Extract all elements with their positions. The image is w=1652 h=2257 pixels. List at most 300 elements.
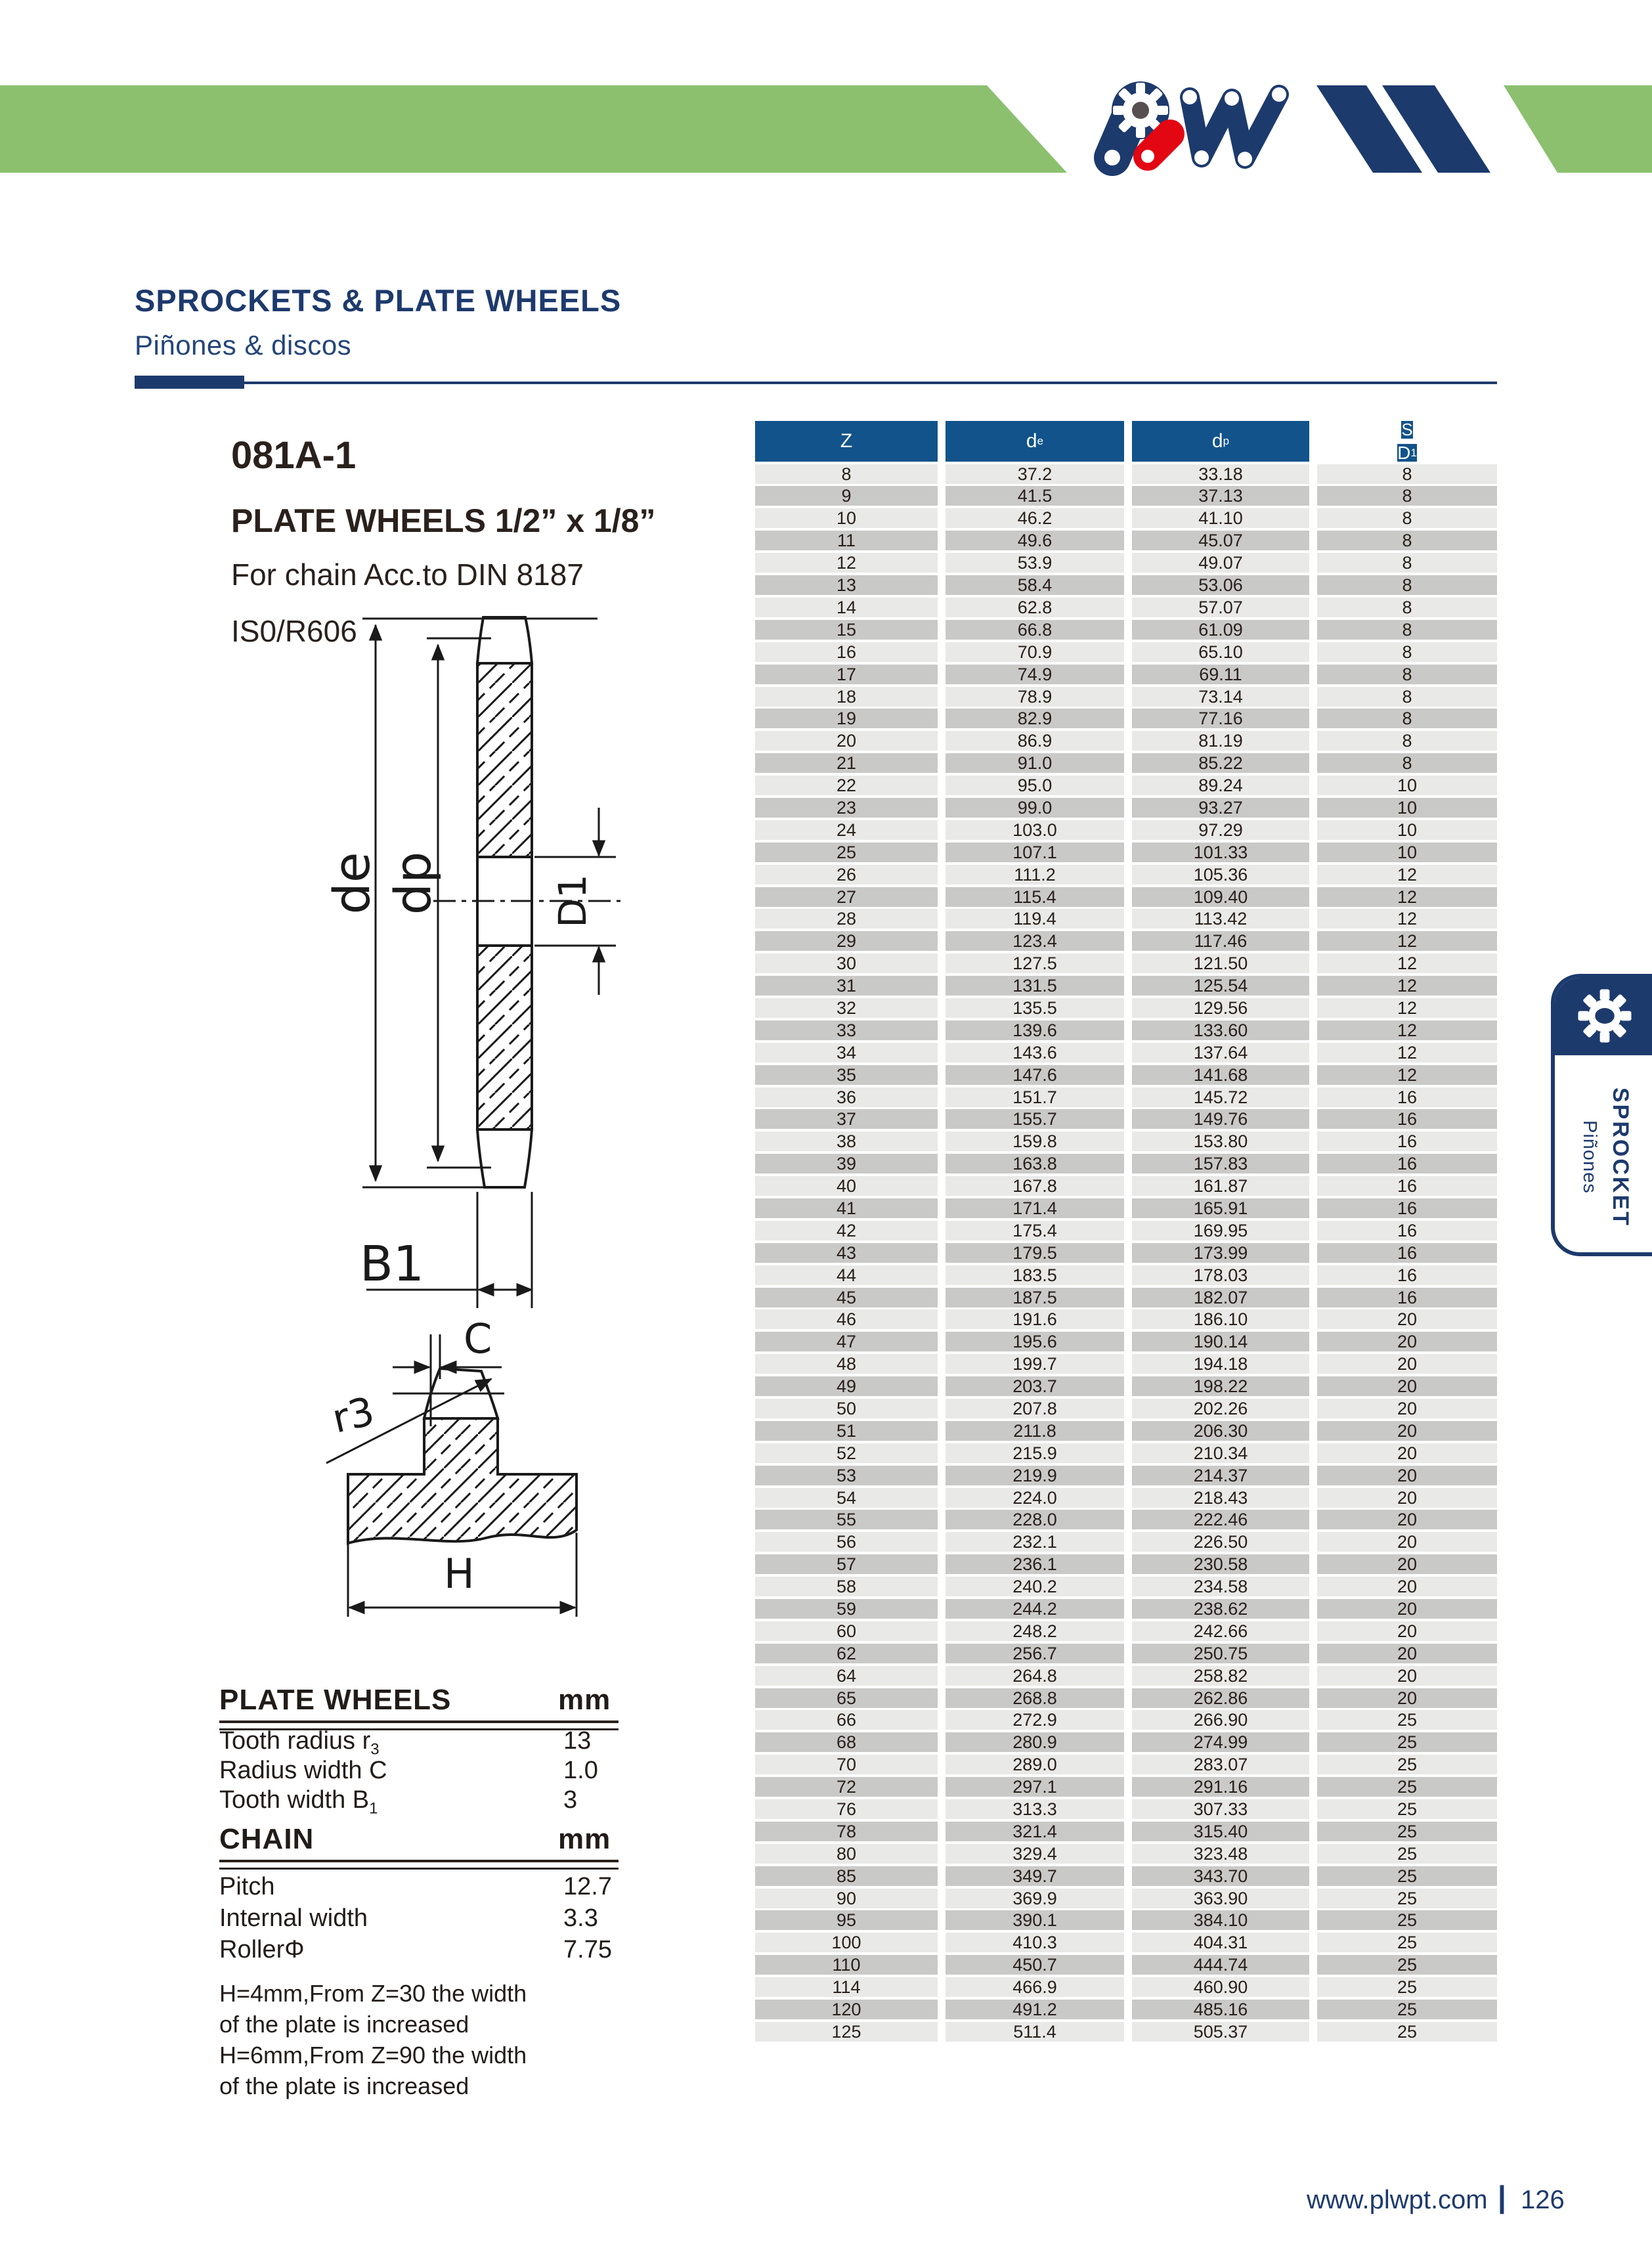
cell-z: 12 <box>755 553 938 573</box>
plate-wheels-spec-title: PLATE WHEELS mm <box>219 1684 611 1716</box>
cell-d1: 25 <box>1317 1755 1497 1774</box>
cell-de: 264.8 <box>946 1666 1124 1686</box>
spec-label: Tooth radius r <box>219 1727 371 1755</box>
cell-dp: 73.14 <box>1132 687 1309 707</box>
cell-d1: 16 <box>1317 1288 1497 1307</box>
cell-de: 66.8 <box>946 620 1124 640</box>
cell-dp: 137.64 <box>1132 1043 1309 1063</box>
table-row <box>755 553 1497 573</box>
cell-dp: 53.06 <box>1132 575 1309 595</box>
table-row <box>755 865 1497 885</box>
cell-z: 35 <box>755 1065 938 1085</box>
cell-de: 175.4 <box>946 1221 1124 1240</box>
table-row <box>755 1309 1497 1329</box>
table-row <box>755 1732 1497 1752</box>
col-header-de: d e <box>946 421 1124 462</box>
cell-de: 280.9 <box>946 1732 1124 1752</box>
cell-d1: 16 <box>1317 1087 1497 1107</box>
cell-d1: 8 <box>1317 665 1497 684</box>
cell-dp: 198.22 <box>1132 1376 1309 1396</box>
tooth-profile-diagram <box>289 1320 604 1629</box>
cell-de: 37.2 <box>946 464 1124 484</box>
footer-page-number: 126 <box>1521 2185 1565 2214</box>
cell-de: 491.2 <box>946 2000 1124 2019</box>
cell-z: 100 <box>755 1933 938 1952</box>
cell-d1: 8 <box>1317 598 1497 617</box>
cell-d1: 25 <box>1317 1844 1497 1864</box>
cell-de: 199.7 <box>946 1354 1124 1374</box>
cell-dp: 173.99 <box>1132 1243 1309 1263</box>
cell-de: 139.6 <box>946 1020 1124 1040</box>
cell-dp: 129.56 <box>1132 998 1309 1018</box>
cell-z: 45 <box>755 1288 938 1307</box>
sprocket-section-tab[interactable] <box>1551 974 1652 1256</box>
cell-de: 228.0 <box>946 1510 1124 1529</box>
cell-dp: 186.10 <box>1132 1309 1309 1329</box>
dimension-table <box>755 421 1497 2044</box>
cell-dp: 234.58 <box>1132 1577 1309 1596</box>
cell-d1: 12 <box>1317 998 1497 1018</box>
cell-z: 38 <box>755 1131 938 1151</box>
table-row <box>755 1087 1497 1107</box>
cell-de: 183.5 <box>946 1265 1124 1285</box>
cell-de: 82.9 <box>946 709 1124 728</box>
page-title: SPROCKETS & PLATE WHEELS <box>135 283 622 318</box>
cell-d1: 10 <box>1317 798 1497 818</box>
col-header-d1: D 1 <box>1397 442 1417 463</box>
cell-dp: 169.95 <box>1132 1221 1309 1240</box>
cell-z: 60 <box>755 1621 938 1641</box>
spec-notes <box>219 1978 640 2101</box>
cell-dp: 85.22 <box>1132 753 1309 773</box>
cell-z: 44 <box>755 1265 938 1285</box>
table-row <box>755 776 1497 795</box>
cell-d1: 20 <box>1317 1599 1497 1619</box>
table-row <box>755 620 1497 640</box>
cell-z: 9 <box>755 486 938 506</box>
cell-dp: 141.68 <box>1132 1065 1309 1085</box>
cell-de: 70.9 <box>946 642 1124 662</box>
cell-z: 39 <box>755 1154 938 1173</box>
cell-z: 29 <box>755 931 938 951</box>
cell-z: 10 <box>755 508 938 528</box>
cell-dp: 307.33 <box>1132 1799 1309 1819</box>
cell-dp: 242.66 <box>1132 1621 1309 1641</box>
table-row <box>755 1488 1497 1508</box>
spec-label: Internal width <box>219 1904 368 1932</box>
cell-d1: 20 <box>1317 1466 1497 1485</box>
table-row <box>755 976 1497 996</box>
cell-d1: 25 <box>1317 1910 1497 1930</box>
cell-z: 32 <box>755 998 938 1018</box>
cell-d1: 16 <box>1317 1131 1497 1151</box>
cell-d1: 16 <box>1317 1265 1497 1285</box>
dimension-table-header <box>755 421 1497 462</box>
table-row <box>755 1799 1497 1819</box>
cell-d1: 20 <box>1317 1510 1497 1529</box>
cell-dp: 238.62 <box>1132 1599 1309 1619</box>
table-row <box>755 1198 1497 1218</box>
table-row <box>755 1532 1497 1552</box>
cell-d1: 16 <box>1317 1154 1497 1173</box>
cell-de: 86.9 <box>946 731 1124 751</box>
chain-spec-unit: mm <box>558 1823 611 1855</box>
chain-spec-title: CHAIN mm <box>219 1823 611 1855</box>
cell-z: 21 <box>755 753 938 773</box>
table-row <box>755 486 1497 506</box>
cell-z: 52 <box>755 1443 938 1463</box>
cell-d1: 8 <box>1317 620 1497 640</box>
cell-de: 115.4 <box>946 887 1124 907</box>
cell-de: 46.2 <box>946 508 1124 528</box>
table-row <box>755 598 1497 617</box>
cell-dp: 133.60 <box>1132 1020 1309 1040</box>
cell-z: 47 <box>755 1332 938 1351</box>
product-name: PLATE WHEELS 1/2” x 1/8” <box>231 502 656 539</box>
table-row <box>755 2000 1497 2019</box>
cell-d1: 12 <box>1317 931 1497 951</box>
cell-z: 58 <box>755 1577 938 1596</box>
label-d1: D1 <box>550 874 595 928</box>
cell-dp: 69.11 <box>1132 665 1309 684</box>
cell-d1: 12 <box>1317 865 1497 885</box>
table-row <box>755 1376 1497 1396</box>
cell-de: 119.4 <box>946 909 1124 929</box>
table-row <box>755 2022 1497 2042</box>
cell-de: 329.4 <box>946 1844 1124 1864</box>
cell-de: 232.1 <box>946 1532 1124 1552</box>
cell-d1: 20 <box>1317 1644 1497 1663</box>
cell-de: 163.8 <box>946 1154 1124 1173</box>
cell-de: 349.7 <box>946 1866 1124 1886</box>
spec-label: RollerΦ <box>219 1936 305 1963</box>
table-row <box>755 464 1497 484</box>
cell-de: 248.2 <box>946 1621 1124 1641</box>
cell-dp: 230.58 <box>1132 1554 1309 1574</box>
cell-de: 159.8 <box>946 1131 1124 1151</box>
cell-z: 53 <box>755 1466 938 1485</box>
cell-de: 167.8 <box>946 1176 1124 1196</box>
table-row <box>755 1288 1497 1307</box>
tab-header <box>1555 978 1652 1055</box>
table-row <box>755 1688 1497 1708</box>
spec-label: Pitch <box>219 1873 275 1900</box>
cell-z: 20 <box>755 731 938 751</box>
cell-z: 76 <box>755 1799 938 1819</box>
cell-dp: 444.74 <box>1132 1955 1309 1975</box>
cell-d1: 20 <box>1317 1554 1497 1574</box>
cell-dp: 226.50 <box>1132 1532 1309 1552</box>
cell-dp: 101.33 <box>1132 843 1309 862</box>
cell-dp: 202.26 <box>1132 1399 1309 1418</box>
label-h: H <box>444 1550 475 1598</box>
cell-d1: 20 <box>1317 1532 1497 1552</box>
cell-z: 51 <box>755 1421 938 1441</box>
cell-d1: 10 <box>1317 843 1497 862</box>
col-header-dp: d p <box>1132 421 1309 462</box>
cell-de: 195.6 <box>946 1332 1124 1351</box>
table-row <box>755 1154 1497 1173</box>
cell-de: 215.9 <box>946 1443 1124 1463</box>
cell-d1: 12 <box>1317 1065 1497 1085</box>
table-row <box>755 931 1497 951</box>
cell-dp: 153.80 <box>1132 1131 1309 1151</box>
cell-d1: 25 <box>1317 1977 1497 1997</box>
cell-z: 114 <box>755 1977 938 1997</box>
cell-de: 236.1 <box>946 1554 1124 1574</box>
cell-d1: 20 <box>1317 1376 1497 1396</box>
cell-dp: 262.86 <box>1132 1688 1309 1708</box>
cell-dp: 41.10 <box>1132 508 1309 528</box>
cell-z: 16 <box>755 642 938 662</box>
cell-d1: 16 <box>1317 1221 1497 1240</box>
spec-value: 3.3 <box>563 1904 598 1932</box>
spec-value: 7.75 <box>563 1936 612 1963</box>
plw-logo <box>1104 81 1286 166</box>
cell-dp: 190.14 <box>1132 1332 1309 1351</box>
cell-de: 321.4 <box>946 1822 1124 1841</box>
table-row <box>755 998 1497 1018</box>
cell-z: 54 <box>755 1488 938 1508</box>
cell-dp: 125.54 <box>1132 976 1309 996</box>
cell-z: 24 <box>755 820 938 840</box>
cell-dp: 113.42 <box>1132 909 1309 929</box>
cell-z: 78 <box>755 1822 938 1841</box>
product-description-line1: For chain Acc.to DIN 8187 <box>231 558 584 592</box>
spec-value: 13 <box>563 1727 592 1755</box>
table-row <box>755 1443 1497 1463</box>
table-row <box>755 1822 1497 1841</box>
cell-z: 72 <box>755 1777 938 1797</box>
cell-dp: 315.40 <box>1132 1822 1309 1841</box>
cell-z: 125 <box>755 2022 938 2042</box>
table-row <box>755 1577 1497 1596</box>
cell-de: 207.8 <box>946 1399 1124 1418</box>
cell-d1: 12 <box>1317 887 1497 907</box>
cell-z: 56 <box>755 1532 938 1552</box>
cell-d1: 20 <box>1317 1666 1497 1686</box>
brand-band <box>0 0 1652 184</box>
footer-separator: | <box>1498 2180 1506 2214</box>
cell-dp: 206.30 <box>1132 1421 1309 1441</box>
cell-dp: 109.40 <box>1132 887 1309 907</box>
spec-row <box>219 1904 619 1936</box>
main-table-body <box>755 464 1497 2042</box>
cell-z: 14 <box>755 598 938 617</box>
cell-dp: 149.76 <box>1132 1109 1309 1129</box>
cell-dp: 61.09 <box>1132 620 1309 640</box>
cell-de: 297.1 <box>946 1777 1124 1797</box>
cell-d1: 8 <box>1317 731 1497 751</box>
table-row <box>755 1510 1497 1529</box>
cell-dp: 258.82 <box>1132 1666 1309 1686</box>
cell-de: 147.6 <box>946 1065 1124 1085</box>
table-row <box>755 709 1497 728</box>
table-row <box>755 1020 1497 1040</box>
cell-de: 369.9 <box>946 1889 1124 1908</box>
cell-dp: 460.90 <box>1132 1977 1309 1997</box>
cell-dp: 404.31 <box>1132 1933 1309 1952</box>
cell-de: 272.9 <box>946 1710 1124 1730</box>
cell-d1: 8 <box>1317 753 1497 773</box>
cell-de: 53.9 <box>946 553 1124 573</box>
cell-de: 107.1 <box>946 843 1124 862</box>
cell-de: 127.5 <box>946 953 1124 973</box>
cell-d1: 25 <box>1317 1933 1497 1952</box>
cell-z: 62 <box>755 1644 938 1663</box>
section-rule <box>135 382 1497 384</box>
table-row <box>755 1621 1497 1641</box>
table-row <box>755 687 1497 707</box>
cell-d1: 8 <box>1317 687 1497 707</box>
table-row <box>755 1176 1497 1196</box>
cell-d1: 8 <box>1317 464 1497 484</box>
cell-dp: 161.87 <box>1132 1176 1309 1196</box>
cell-d1: 8 <box>1317 709 1497 728</box>
cell-dp: 65.10 <box>1132 642 1309 662</box>
spec-row: Tooth width $B_1$ 3 <box>219 1786 578 1818</box>
cell-dp: 210.34 <box>1132 1443 1309 1463</box>
cell-z: 18 <box>755 687 938 707</box>
cell-de: 240.2 <box>946 1577 1124 1596</box>
table-row <box>755 1243 1497 1263</box>
cell-dp: 218.43 <box>1132 1488 1309 1508</box>
cell-dp: 117.46 <box>1132 931 1309 951</box>
table-row <box>755 665 1497 684</box>
cell-de: 224.0 <box>946 1488 1124 1508</box>
cell-z: 41 <box>755 1198 938 1218</box>
cell-de: 187.5 <box>946 1288 1124 1307</box>
spec-divider <box>219 1860 619 1870</box>
table-row <box>755 1644 1497 1663</box>
cell-d1: 25 <box>1317 1777 1497 1797</box>
cell-d1: 25 <box>1317 2022 1497 2042</box>
cell-z: 25 <box>755 843 938 862</box>
cell-z: 120 <box>755 2000 938 2019</box>
cell-d1: 25 <box>1317 1799 1497 1819</box>
note-line: H=6mm,From Z=90 the width <box>219 2042 527 2069</box>
cell-de: 211.8 <box>946 1421 1124 1441</box>
cell-d1: 8 <box>1317 575 1497 595</box>
cell-z: 34 <box>755 1043 938 1063</box>
cell-z: 90 <box>755 1889 938 1908</box>
plate-wheels-spec-unit: mm <box>558 1684 611 1716</box>
table-row <box>755 820 1497 840</box>
cell-z: 48 <box>755 1354 938 1374</box>
cell-dp: 505.37 <box>1132 2022 1309 2042</box>
cell-d1: 12 <box>1317 976 1497 996</box>
cell-de: 151.7 <box>946 1087 1124 1107</box>
product-code: 081A-1 <box>231 434 357 477</box>
cell-d1: 8 <box>1317 508 1497 528</box>
cell-dp: 222.46 <box>1132 1510 1309 1529</box>
cell-de: 203.7 <box>946 1376 1124 1396</box>
cell-dp: 194.18 <box>1132 1354 1309 1374</box>
table-row <box>755 1666 1497 1686</box>
cell-z: 28 <box>755 909 938 929</box>
side-view-diagram <box>289 591 657 1326</box>
table-row <box>755 1710 1497 1730</box>
cell-z: 37 <box>755 1109 938 1129</box>
cell-z: 36 <box>755 1087 938 1107</box>
cell-z: 64 <box>755 1666 938 1686</box>
spec-value: 12.7 <box>563 1873 612 1900</box>
cell-de: 41.5 <box>946 486 1124 506</box>
cell-de: 466.9 <box>946 1977 1124 1997</box>
cell-z: 13 <box>755 575 938 595</box>
label-r3: r3 <box>328 1388 379 1443</box>
cell-de: 219.9 <box>946 1466 1124 1485</box>
gear-icon <box>1575 986 1635 1046</box>
cell-de: 103.0 <box>946 820 1124 840</box>
cell-de: 49.6 <box>946 531 1124 550</box>
col-header-s: S <box>1401 420 1413 439</box>
cell-d1: 16 <box>1317 1198 1497 1218</box>
cell-dp: 250.75 <box>1132 1644 1309 1663</box>
table-row <box>755 1354 1497 1374</box>
spec-label: Radius width C <box>219 1757 387 1784</box>
note-line: H=4mm,From Z=30 the width <box>219 1980 527 2007</box>
cell-z: 33 <box>755 1020 938 1040</box>
table-row <box>755 798 1497 818</box>
cell-z: 65 <box>755 1688 938 1708</box>
cell-dp: 274.99 <box>1132 1732 1309 1752</box>
cell-dp: 157.83 <box>1132 1154 1309 1173</box>
cell-dp: 343.70 <box>1132 1866 1309 1886</box>
cell-z: 27 <box>755 887 938 907</box>
cell-d1: 10 <box>1317 820 1497 840</box>
cell-de: 179.5 <box>946 1243 1124 1263</box>
cell-de: 62.8 <box>946 598 1124 617</box>
cell-d1: 12 <box>1317 1043 1497 1063</box>
cell-dp: 77.16 <box>1132 709 1309 728</box>
cell-z: 40 <box>755 1176 938 1196</box>
cell-d1: 8 <box>1317 553 1497 573</box>
cell-d1: 12 <box>1317 909 1497 929</box>
col-header-s-d1 <box>1317 421 1497 462</box>
label-dp: dp <box>383 851 442 915</box>
cell-d1: 25 <box>1317 1955 1497 1975</box>
cell-de: 135.5 <box>946 998 1124 1018</box>
spec-label: Tooth width B <box>219 1786 370 1814</box>
cell-z: 57 <box>755 1554 938 1574</box>
cell-de: 155.7 <box>946 1109 1124 1129</box>
cell-dp: 121.50 <box>1132 953 1309 973</box>
cell-z: 66 <box>755 1710 938 1730</box>
cell-d1: 16 <box>1317 1109 1497 1129</box>
cell-de: 143.6 <box>946 1043 1124 1063</box>
cell-dp: 323.48 <box>1132 1844 1309 1864</box>
cell-z: 46 <box>755 1309 938 1329</box>
tab-label-pinones: Piñones <box>1579 1120 1600 1194</box>
cell-z: 80 <box>755 1844 938 1864</box>
cell-d1: 12 <box>1317 1020 1497 1040</box>
table-row <box>755 1977 1497 1997</box>
cell-z: 8 <box>755 464 938 484</box>
cell-z: 11 <box>755 531 938 550</box>
table-row <box>755 1332 1497 1351</box>
chain-spec-rows <box>219 1873 619 1967</box>
cell-de: 390.1 <box>946 1910 1124 1930</box>
cell-dp: 33.18 <box>1132 464 1309 484</box>
plate-wheels-spec-rows <box>219 1727 619 1816</box>
table-row <box>755 1933 1497 1952</box>
cell-z: 49 <box>755 1376 938 1396</box>
cell-dp: 37.13 <box>1132 486 1309 506</box>
cell-de: 95.0 <box>946 776 1124 795</box>
cell-z: 15 <box>755 620 938 640</box>
footer-website[interactable]: www.plwpt.com <box>1307 2185 1488 2214</box>
